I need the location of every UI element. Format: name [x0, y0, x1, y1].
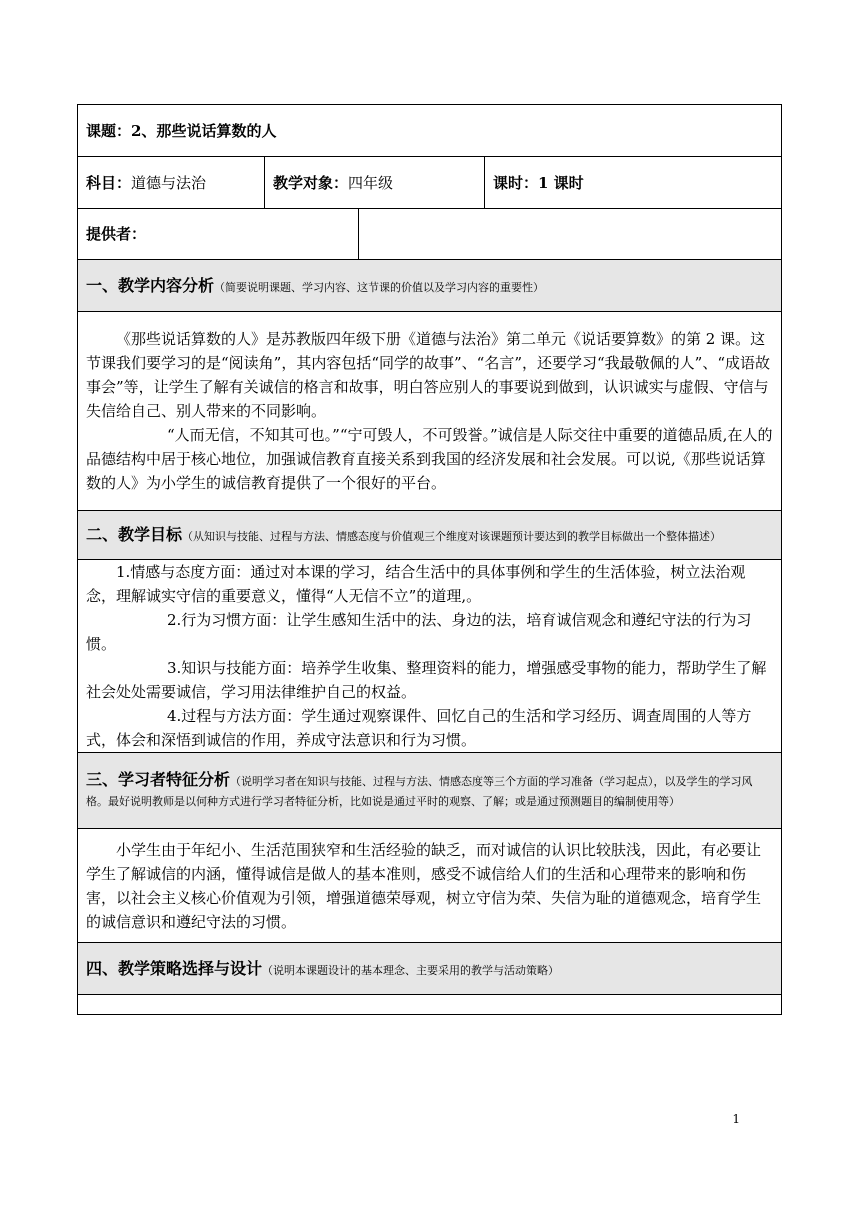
section-1-content [78, 312, 782, 511]
audience-label: 教学对象： [273, 173, 349, 192]
subject-cell [78, 157, 265, 209]
period-label: 课时： [493, 173, 539, 192]
section-heading: 三、学习者特征分析 [86, 769, 231, 789]
provider-value [359, 209, 782, 260]
lesson-title: 课题：2、那些说话算数的人 [78, 105, 782, 157]
section-4-header [78, 943, 782, 995]
paragraph: 2.行为习惯方面：让学生感知生活中的法、身边的法，培育诚信观念和遵纪守法的行为习惯。 [86, 611, 752, 653]
subject-value: 道德与法治 [131, 173, 207, 192]
section-note: （说明学习者在知识与技能、过程与方法、情感态度等三个方面的学习准备（学习起点），以及学生的学习风格。最好说明教师是以何种方式进行学习者特征分析，比如说是通过平时的观察、了解；或是通过预测题目的编制使用等） [86, 774, 753, 808]
paragraph: 《那些说话算数的人》是苏教版四年级下册《道德与法治》第二单元《说话要算数》的第 2 课。这节课我们要学习的是“阅读角”，其内容包括“同学的故事”、“名言”，还要学习“我最敬佩的人”、“成语故事会”等，让学生了解有关诚信的格言和故事，明白答应别人的事要说到做到，认识诚实与虚假、守信与失信给自己、别人带来的不同影响。 [86, 330, 771, 420]
section-3-heading-cell [78, 753, 782, 829]
section-1-body [78, 312, 782, 511]
period-value: 1 课时 [538, 173, 584, 192]
period-cell [485, 157, 782, 209]
section-3-content [78, 829, 782, 943]
section-note: （简要说明课题、学习内容、这节课的价值以及学习内容的重要性） [214, 280, 545, 294]
section-2-body [78, 560, 782, 753]
section-3-body [78, 829, 782, 943]
section-2-content [78, 560, 782, 753]
lesson-plan-table [77, 104, 782, 1015]
section-1-heading-cell [78, 260, 782, 312]
section-note: （从知识与技能、过程与方法、情感态度与价值观三个维度对该课题预计要达到的教学目标做出一个整体描述） [182, 529, 722, 543]
paragraph: “人而无信，不知其可也。”“宁可毁人，不可毁誉。”诚信是人际交往中重要的道德品质,在人的品德结构中居于核心地位，加强诚信教育直接关系到我国的经济发展和社会发展。可以说,《那些说话算数的人》为小学生的诚信教育提供了一个很好的平台。 [86, 426, 773, 492]
info-row [78, 157, 782, 209]
section-heading: 二、教学目标 [86, 524, 183, 544]
section-4-heading-cell [78, 943, 782, 995]
paragraph: 3.知识与技能方面：培养学生收集、整理资料的能力，增强感受事物的能力，帮助学生了解社会处处需要诚信，学习用法律维护自己的权益。 [86, 659, 767, 701]
section-note: （说明本课题设计的基本理念、主要采用的教学与活动策略） [262, 963, 560, 977]
subject-label: 科目： [86, 173, 132, 192]
title-row [78, 105, 782, 157]
page-number: 1 [732, 1112, 740, 1126]
paragraph: 小学生由于年纪小、生活范围狭窄和生活经验的缺乏，而对诚信的认识比较肤浅，因此，有必要让学生了解诚信的内涵，懂得诚信是做人的基本准则，感受不诚信给人们的生活和心理带来的影响和伤害，以社会主义核心价值观为引领，增强道德荣辱观，树立守信为荣、失信为耻的道德观念，培育学生的诚信意识和遵纪守法的习惯。 [86, 840, 762, 931]
section-heading: 一、教学内容分析 [86, 275, 215, 295]
section-2-heading-cell [78, 511, 782, 560]
section-heading: 四、教学策略选择与设计 [86, 958, 263, 978]
section-2-header [78, 511, 782, 560]
section-4-body [78, 995, 782, 1015]
provider-row [78, 209, 782, 260]
audience-cell [265, 157, 485, 209]
paragraph: 1.情感与态度方面：通过对本课的学习，结合生活中的具体事例和学生的生活体验，树立法治观念，理解诚实守信的重要意义，懂得“人无信不立”的道理,。 [86, 563, 746, 605]
section-1-header [78, 260, 782, 312]
section-4-content [78, 995, 782, 1015]
section-3-header [78, 753, 782, 829]
paragraph: 4.过程与方法方面：学生通过观察课件、回忆自己的生活和学习经历、调查周围的人等方式，体会和深悟到诚信的作用，养成守法意识和行为习惯。 [86, 707, 752, 749]
provider-label: 提供者： [78, 209, 359, 260]
audience-value: 四年级 [348, 173, 394, 192]
